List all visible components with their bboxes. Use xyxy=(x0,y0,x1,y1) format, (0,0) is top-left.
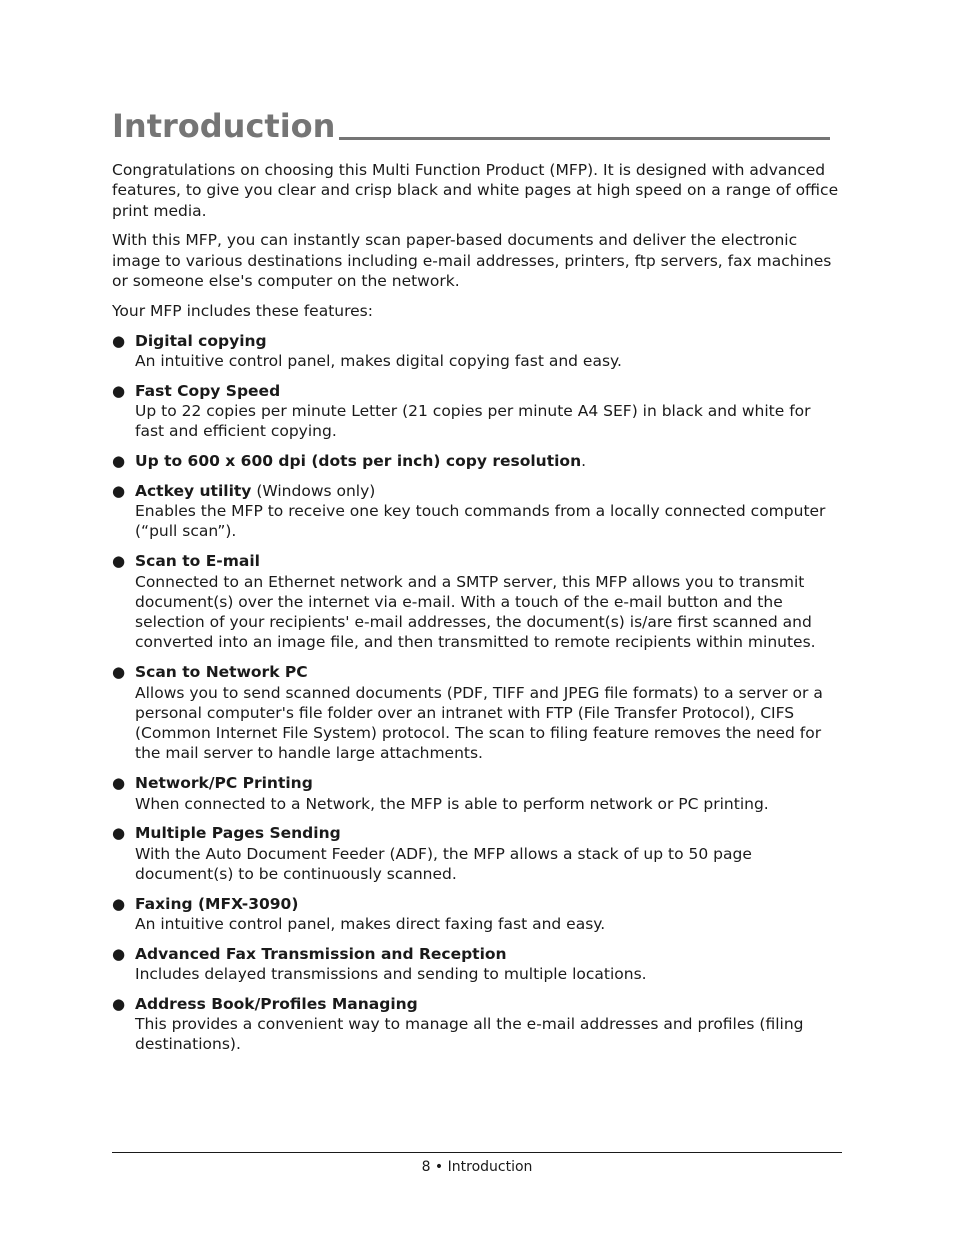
bullet-icon: ● xyxy=(112,381,126,400)
feature-description: When connected to a Network, the MFP is able to perform network or PC printing. xyxy=(135,794,769,813)
feature-item xyxy=(112,331,842,372)
feature-description: An intuitive control panel, makes digital copying fast and easy. xyxy=(135,351,622,370)
bullet-icon: ● xyxy=(112,774,126,793)
feature-description: Includes delayed transmissions and sending to multiple locations. xyxy=(135,965,647,984)
bullet-icon: ● xyxy=(112,944,126,963)
intro-paragraph-1: Congratulations on choosing this Multi Function Product (MFP). It is designed with advanced features, to give you clear and crisp black and white pages at high speed on a range of office print media. xyxy=(112,161,839,220)
feature-description: An intuitive control panel, makes direct faxing fast and easy. xyxy=(135,915,606,933)
feature-title: Multiple Pages Sending xyxy=(135,824,341,843)
feature-description: Allows you to send scanned documents (PDF, TIFF and JPEG file formats) to a server or a personal computer's file folder over an intranet with FTP (File Transfer Protocol), CIFS (Common Internet File System) protocol. The scan to filing feature removes the need for the mail server to handle large attachments. xyxy=(135,683,823,763)
feature-title: Address Book/Profiles Managing xyxy=(135,994,418,1013)
bullet-icon: ● xyxy=(112,663,126,682)
page-title: Introduction xyxy=(112,107,336,145)
bullet-icon: ● xyxy=(112,994,126,1013)
feature-list xyxy=(112,331,842,1055)
bullet-icon: ● xyxy=(112,552,126,571)
feature-description: Enables the MFP to receive one key touch commands from a locally connected computer (“pull scan”). xyxy=(135,502,826,541)
footer-page-label: 8 • Introduction xyxy=(421,1159,533,1175)
feature-item xyxy=(112,894,842,935)
feature-item xyxy=(112,381,842,442)
feature-title: Scan to E-mail xyxy=(135,552,260,571)
feature-item xyxy=(112,944,842,985)
feature-description: This provides a convenient way to manage all the e-mail addresses and profiles (filing destinations). xyxy=(135,1015,804,1054)
feature-title: Network/PC Printing xyxy=(135,774,313,793)
feature-description: Connected to an Ethernet network and a SMTP server, this MFP allows you to transmit document(s) over the internet via e-mail. With a touch of the e-mail button and the selection of your recipients' e-mail addresses, the document(s) is/are first scanned and converted into an image file, and then transmitted to remote recipients within minutes. xyxy=(135,572,816,652)
feature-suffix: . xyxy=(581,452,587,471)
page-footer xyxy=(112,1152,842,1175)
bullet-icon: ● xyxy=(112,452,126,471)
feature-title: Faxing (MFX-3090) xyxy=(135,894,299,913)
bullet-icon: ● xyxy=(112,894,126,913)
bullet-icon: ● xyxy=(112,331,126,350)
feature-item xyxy=(112,481,842,542)
title-rule xyxy=(339,137,830,140)
feature-item xyxy=(112,662,842,763)
feature-title: Fast Copy Speed xyxy=(135,381,281,400)
heading-row xyxy=(112,100,830,146)
body-text xyxy=(112,160,842,1064)
feature-description: With the Auto Document Feeder (ADF), the MFP allows a stack of up to 50 page document(s) to be continuously scanned. xyxy=(135,844,752,883)
feature-title: Actkey utility xyxy=(135,481,252,500)
intro-paragraph-2: With this MFP, you can instantly scan paper-based documents and deliver the electronic image to various destinations including e-mail addresses, printers, ftp servers, fax machines or someone else's computer on the network. xyxy=(112,231,832,290)
feature-item xyxy=(112,823,842,884)
feature-item xyxy=(112,773,842,814)
bullet-icon: ● xyxy=(112,481,126,500)
bullet-icon: ● xyxy=(112,824,126,843)
feature-title: Advanced Fax Transmission and Reception xyxy=(135,944,507,963)
feature-suffix: (Windows only) xyxy=(251,481,376,500)
feature-title: Digital copying xyxy=(135,331,267,350)
feature-description: Up to 22 copies per minute Letter (21 copies per minute A4 SEF) in black and white for fast and efficient copying. xyxy=(135,401,811,441)
feature-title: Scan to Network PC xyxy=(135,663,308,682)
intro-paragraph-3: Your MFP includes these features: xyxy=(112,301,373,320)
feature-title: Up to 600 x 600 dpi (dots per inch) copy resolution xyxy=(135,452,582,471)
feature-item xyxy=(112,551,842,652)
feature-item xyxy=(112,994,842,1055)
feature-item xyxy=(112,451,842,471)
